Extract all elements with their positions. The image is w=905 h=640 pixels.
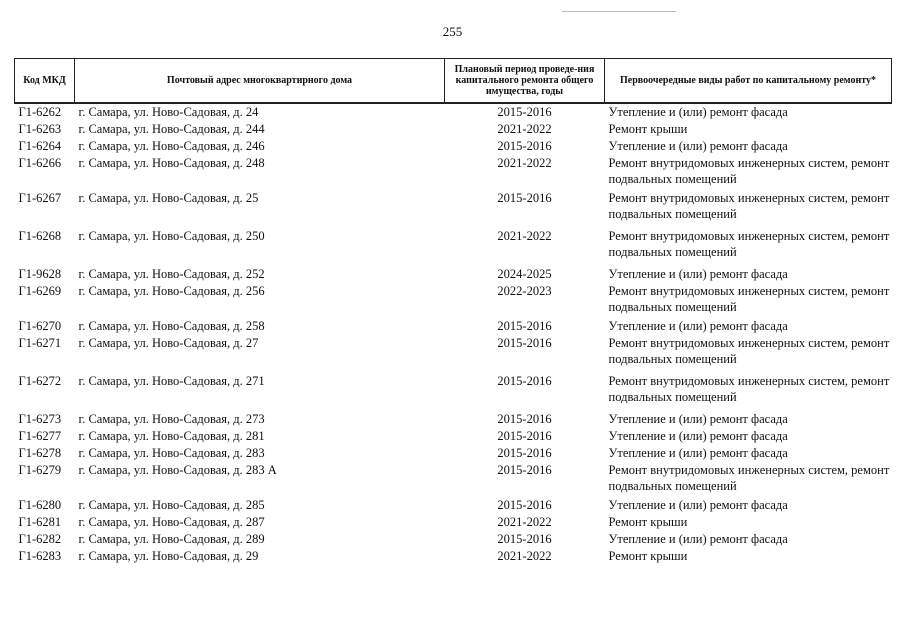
- table-row: [15, 497, 892, 514]
- table-row: [15, 373, 892, 411]
- cell-code: Г1-6279: [18, 463, 62, 477]
- cell-work: Утепление и (или) ремонт фасада: [608, 105, 788, 119]
- cell-code: Г1-9628: [18, 267, 62, 281]
- cell-period: 2021-2022: [497, 229, 552, 243]
- cell-work: Утепление и (или) ремонт фасада: [608, 429, 788, 443]
- table-row: [15, 462, 892, 497]
- cell-code: Г1-6280: [18, 498, 62, 512]
- table-row: [15, 266, 892, 283]
- cell-address: г. Самара, ул. Ново-Садовая, д. 258: [78, 319, 265, 333]
- table-row: [15, 155, 892, 190]
- cell-work: Ремонт крыши: [608, 549, 688, 563]
- column-header-address: Почтовый адрес многоквартирного дома: [75, 59, 445, 104]
- cell-work: Ремонт внутридомовых инженерных систем, ремонт подвальных помещений: [608, 374, 890, 404]
- cell-address: г. Самара, ул. Ново-Садовая, д. 289: [78, 532, 265, 546]
- cell-code: Г1-6277: [18, 429, 62, 443]
- table-row: [15, 445, 892, 462]
- cell-work: Ремонт внутридомовых инженерных систем, ремонт подвальных помещений: [608, 463, 890, 493]
- cell-address: г. Самара, ул. Ново-Садовая, д. 24: [78, 105, 259, 119]
- cell-address: г. Самара, ул. Ново-Садовая, д. 283: [78, 446, 265, 460]
- cell-period: 2021-2022: [497, 122, 552, 136]
- cell-code: Г1-6282: [18, 532, 62, 546]
- table-row: [15, 335, 892, 373]
- cell-code: Г1-6268: [18, 229, 62, 243]
- repair-plan-table: [14, 58, 892, 565]
- cell-address: г. Самара, ул. Ново-Садовая, д. 29: [78, 549, 259, 563]
- cell-address: г. Самара, ул. Ново-Садовая, д. 281: [78, 429, 265, 443]
- cell-work: Ремонт внутридомовых инженерных систем, ремонт подвальных помещений: [608, 284, 890, 314]
- cell-period: 2015-2016: [497, 336, 552, 350]
- cell-period: 2015-2016: [497, 412, 552, 426]
- cell-code: Г1-6272: [18, 374, 62, 388]
- table-row: [15, 283, 892, 318]
- table-row: [15, 531, 892, 548]
- cell-period: 2015-2016: [497, 463, 552, 477]
- table-header: [15, 59, 892, 104]
- cell-code: Г1-6273: [18, 412, 62, 426]
- cell-address: г. Самара, ул. Ново-Садовая, д. 252: [78, 267, 265, 281]
- cell-period: 2015-2016: [497, 532, 552, 546]
- table-row: [15, 318, 892, 335]
- cell-code: Г1-6278: [18, 446, 62, 460]
- column-header-period: Плановый период проведе-ния капитального ремонта общего имущества, годы: [445, 59, 605, 104]
- cell-address: г. Самара, ул. Ново-Садовая, д. 271: [78, 374, 265, 388]
- table-row: [15, 548, 892, 565]
- cell-period: 2015-2016: [497, 498, 552, 512]
- cell-work: Ремонт крыши: [608, 515, 688, 529]
- table-row: [15, 428, 892, 445]
- cell-address: г. Самара, ул. Ново-Садовая, д. 244: [78, 122, 265, 136]
- cell-address: г. Самара, ул. Ново-Садовая, д. 25: [78, 191, 259, 205]
- cell-work: Утепление и (или) ремонт фасада: [608, 267, 788, 281]
- cell-work: Ремонт внутридомовых инженерных систем, ремонт подвальных помещений: [608, 336, 890, 366]
- cell-address: г. Самара, ул. Ново-Садовая, д. 27: [78, 336, 259, 350]
- column-header-code: Код МКД: [15, 59, 75, 104]
- cell-address: г. Самара, ул. Ново-Садовая, д. 273: [78, 412, 265, 426]
- cell-code: Г1-6263: [18, 122, 62, 136]
- cell-work: Утепление и (или) ремонт фасада: [608, 446, 788, 460]
- table-row: [15, 103, 892, 121]
- cell-code: Г1-6270: [18, 319, 62, 333]
- cell-code: Г1-6264: [18, 139, 62, 153]
- table-row: [15, 228, 892, 266]
- cell-period: 2015-2016: [497, 191, 552, 205]
- table-row: [15, 121, 892, 138]
- cell-address: г. Самара, ул. Ново-Садовая, д. 283 А: [78, 463, 277, 477]
- cell-period: 2021-2022: [497, 515, 552, 529]
- cell-period: 2015-2016: [497, 429, 552, 443]
- cell-work: Утепление и (или) ремонт фасада: [608, 319, 788, 333]
- cell-work: Ремонт внутридомовых инженерных систем, ремонт подвальных помещений: [608, 191, 890, 221]
- cell-period: 2015-2016: [497, 374, 552, 388]
- page-number: 255: [442, 24, 463, 39]
- cell-work: Утепление и (или) ремонт фасада: [608, 412, 788, 426]
- cell-address: г. Самара, ул. Ново-Садовая, д. 248: [78, 156, 265, 170]
- cell-address: г. Самара, ул. Ново-Садовая, д. 256: [78, 284, 265, 298]
- cell-work: Утепление и (или) ремонт фасада: [608, 139, 788, 153]
- cell-address: г. Самара, ул. Ново-Садовая, д. 246: [78, 139, 265, 153]
- cell-work: Ремонт внутридомовых инженерных систем, ремонт подвальных помещений: [608, 156, 890, 186]
- cell-code: Г1-6267: [18, 191, 62, 205]
- cell-code: Г1-6283: [18, 549, 62, 563]
- cell-period: 2024-2025: [497, 267, 552, 281]
- cell-code: Г1-6269: [18, 284, 62, 298]
- cell-code: Г1-6281: [18, 515, 62, 529]
- cell-address: г. Самара, ул. Ново-Садовая, д. 287: [78, 515, 265, 529]
- table-row: [15, 190, 892, 228]
- cell-code: Г1-6262: [18, 105, 62, 119]
- cell-period: 2015-2016: [497, 319, 552, 333]
- table-row: [15, 514, 892, 531]
- cell-address: г. Самара, ул. Ново-Садовая, д. 250: [78, 229, 265, 243]
- cell-code: Г1-6266: [18, 156, 62, 170]
- cell-work: Утепление и (или) ремонт фасада: [608, 532, 788, 546]
- cell-period: 2022-2023: [497, 284, 552, 298]
- cell-code: Г1-6271: [18, 336, 62, 350]
- cell-period: 2021-2022: [497, 549, 552, 563]
- table-row: [15, 138, 892, 155]
- scan-artifact-line: [562, 11, 676, 12]
- cell-address: г. Самара, ул. Ново-Садовая, д. 285: [78, 498, 265, 512]
- cell-work: Ремонт внутридомовых инженерных систем, ремонт подвальных помещений: [608, 229, 890, 259]
- column-header-work: Первоочередные виды работ по капитальному ремонту*: [605, 59, 892, 104]
- cell-work: Утепление и (или) ремонт фасада: [608, 498, 788, 512]
- cell-work: Ремонт крыши: [608, 122, 688, 136]
- cell-period: 2015-2016: [497, 139, 552, 153]
- cell-period: 2015-2016: [497, 446, 552, 460]
- table-body: [15, 103, 892, 565]
- table-row: [15, 411, 892, 428]
- cell-period: 2015-2016: [497, 105, 552, 119]
- cell-period: 2021-2022: [497, 156, 552, 170]
